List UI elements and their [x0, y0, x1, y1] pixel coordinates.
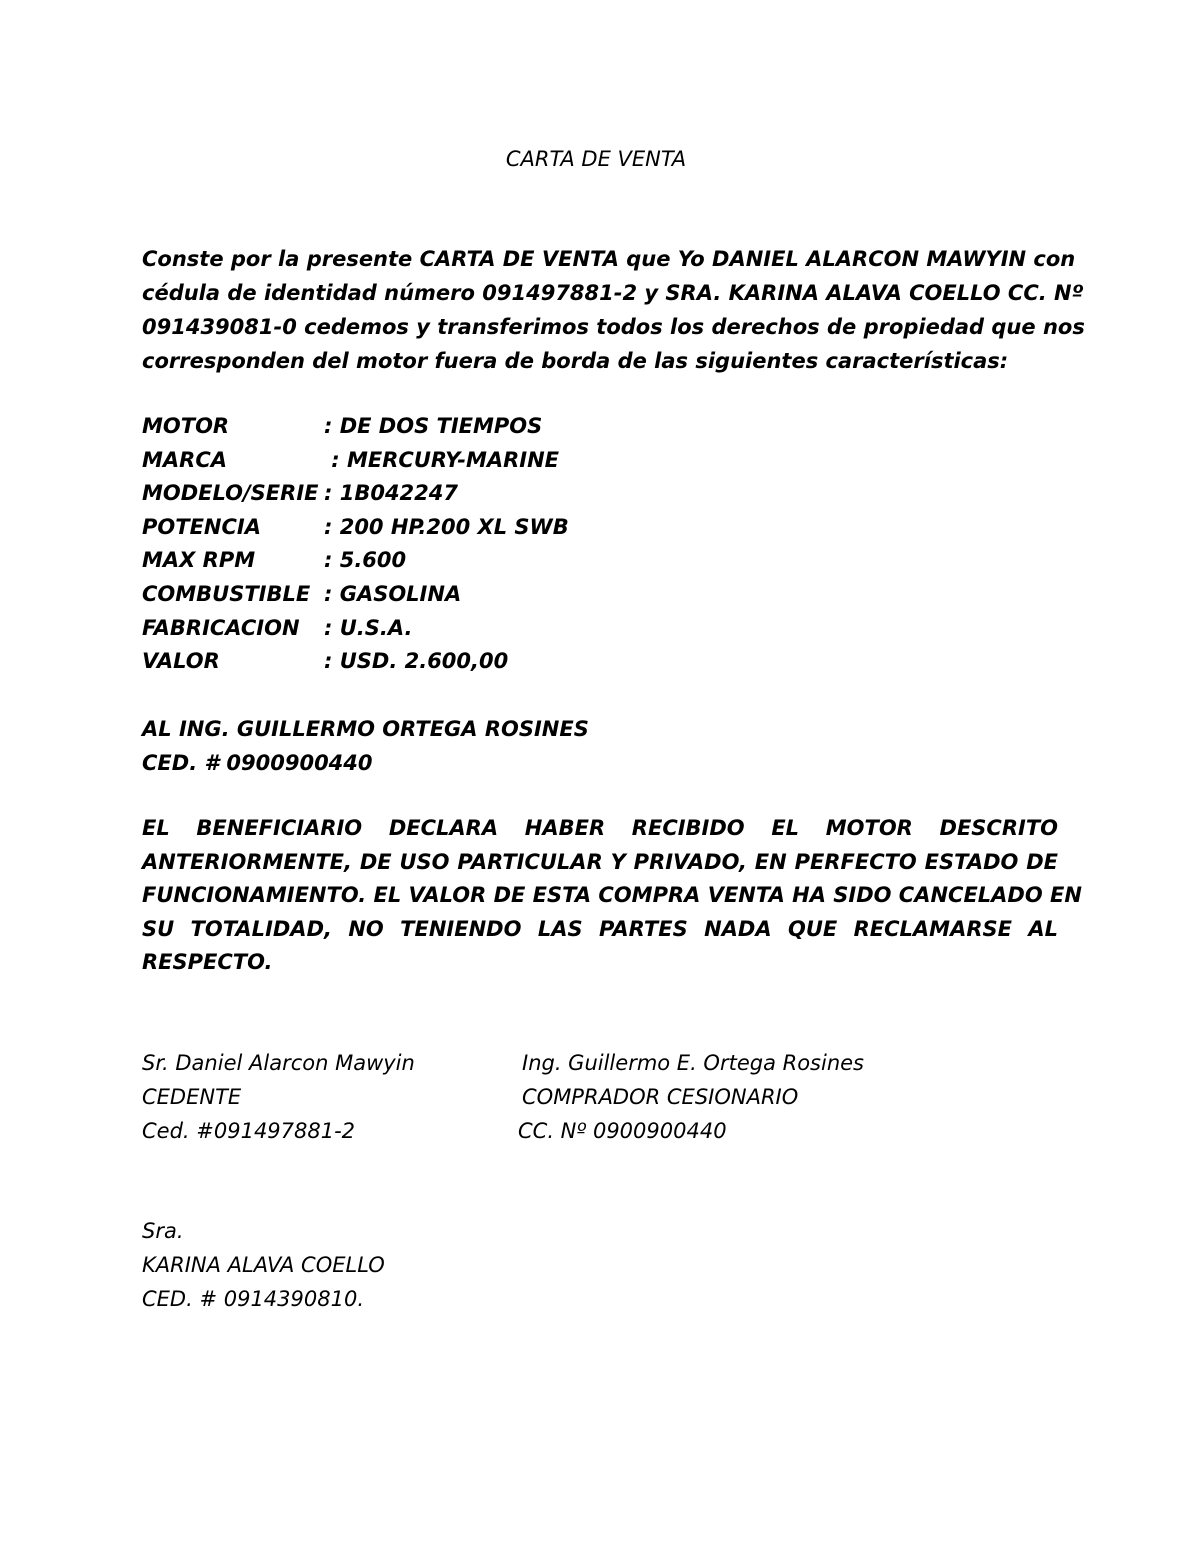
buyer-signature-block — [518, 1046, 864, 1148]
declaration-line: EL BENEFICIARIO DECLARA HABER RECIBIDO EL MOTOR DESCRITO — [142, 816, 1058, 840]
buyer-signature-role: COMPRADOR CESIONARIO — [522, 1085, 799, 1109]
document-title: CARTA DE VENTA — [505, 147, 687, 171]
buyer-name: AL ING. GUILLERMO ORTEGA ROSINES — [142, 717, 589, 741]
co-seller-name: KARINA ALAVA COELLO — [142, 1253, 385, 1277]
buyer-id: CED. # 0900900440 — [142, 751, 373, 775]
spec-row-valor — [142, 645, 569, 679]
co-seller-signature-block — [142, 1214, 385, 1316]
spec-value: : U.S.A. — [324, 615, 413, 640]
spec-label: POTENCIA — [142, 514, 261, 539]
spec-value: : GASOLINA — [324, 581, 462, 606]
spec-row-modelo — [142, 477, 569, 511]
motor-specs — [142, 410, 569, 679]
seller-signature-block — [142, 1046, 415, 1148]
declaration-line: FUNCIONAMIENTO. EL VALOR DE ESTA COMPRA VENTA HA SIDO CANCELADO EN — [142, 883, 1082, 908]
intro-line: 091439081-0 cedemos y transferimos todos los derechos de propiedad que nos — [142, 315, 1085, 339]
spec-label: FABRICACION — [142, 615, 300, 640]
declaration-line: SU TOTALIDAD, NO TENIENDO LAS PARTES NADA QUE RECLAMARSE AL — [142, 916, 1058, 941]
spec-value: : 200 HP.200 XL SWB — [324, 514, 569, 539]
intro-line: cédula de identidad número 091497881-2 y SRA. KARINA ALAVA COELLO CC. Nº — [142, 281, 1084, 305]
declaration-line: RESPECTO. — [142, 950, 273, 975]
buyer-signature-id: CC. Nº 0900900440 — [518, 1119, 727, 1143]
spec-row-fabricacion — [142, 612, 569, 646]
buyer-signature-name: Ing. Guillermo E. Ortega Rosines — [522, 1051, 864, 1075]
buyer-block — [142, 712, 589, 780]
spec-value: : USD. 2.600,00 — [324, 649, 509, 674]
spec-label: VALOR — [142, 649, 220, 674]
spec-label: MAX RPM — [142, 548, 256, 573]
spec-label: COMBUSTIBLE — [142, 581, 311, 606]
co-seller-id: CED. # 0914390810. — [142, 1287, 365, 1311]
spec-value: : DE DOS TIEMPOS — [324, 414, 543, 438]
spec-value: : 1B042247 — [324, 481, 458, 506]
declaration-line: ANTERIORMENTE, DE USO PARTICULAR Y PRIVADO, EN PERFECTO ESTADO DE — [142, 849, 1058, 874]
spec-value: : 5.600 — [324, 548, 407, 573]
intro-line: corresponden del motor fuera de borda de las siguientes características: — [142, 349, 1009, 373]
spec-row-combustible — [142, 578, 569, 612]
spec-row-motor — [142, 410, 569, 444]
spec-value: : MERCURY-MARINE — [324, 447, 560, 472]
declaration-paragraph — [142, 812, 1082, 980]
intro-paragraph — [142, 242, 1085, 378]
seller-role: CEDENTE — [142, 1085, 242, 1109]
seller-id: Ced. #091497881-2 — [142, 1119, 356, 1143]
spec-row-max-rpm — [142, 544, 569, 578]
co-seller-title: Sra. — [142, 1219, 184, 1243]
spec-label: MODELO/SERIE — [142, 481, 319, 506]
spec-row-marca — [142, 444, 569, 478]
seller-name: Sr. Daniel Alarcon Mawyin — [142, 1051, 415, 1075]
spec-label: MARCA — [142, 447, 227, 472]
spec-label: MOTOR — [142, 414, 230, 438]
spec-row-potencia — [142, 511, 569, 545]
intro-line: Conste por la presente CARTA DE VENTA que Yo DANIEL ALARCON MAWYIN con — [142, 247, 1076, 271]
